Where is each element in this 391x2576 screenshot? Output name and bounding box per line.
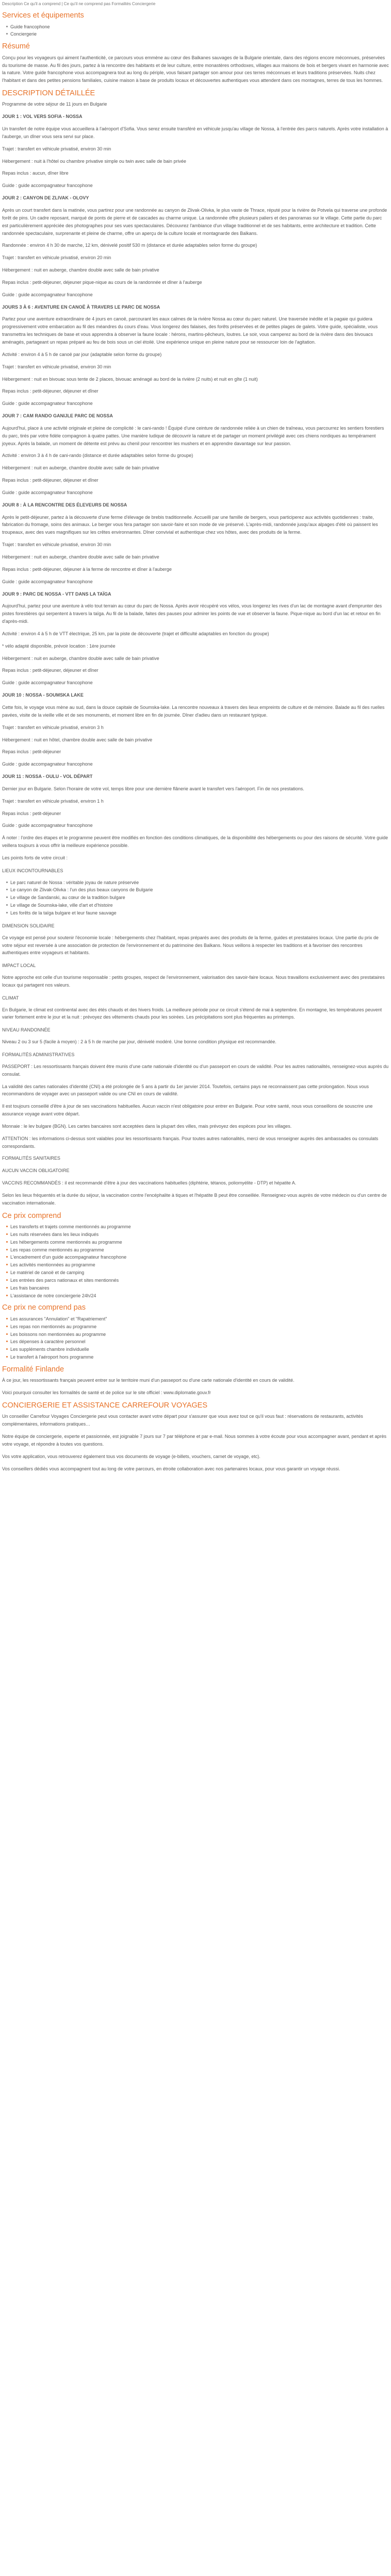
tips-title: LIEUX INCONTOURNABLES (2, 868, 63, 873)
day-detail: Hébergement : nuit en auberge, chambre double avec salle de bain privative (2, 554, 159, 560)
includes-list (6, 1223, 389, 1299)
formalites-auto: La validité des cartes nationales d'identité (CNI) a été prolongée de 5 ans à partir du 1er janvier 2014. Toutefois, certains pays ne reconnaissent pas cette prolongation. Nous vous recommandons de voyager avec un passeport valide ou une CNI en cours de validité. (2, 1083, 369, 1097)
day-description: Après un court transfert dans la matinée, vous partirez pour une randonnée au canyon de Zlivak-Olivka, le plus vaste de Thrace, réputé pour la rivière de Potvela qui traverse une profonde forêt de pins. Un cadre reposant, marqué de ponts de pierre et de cascades au charme unique. La randonnée offre plusieurs paliers et des panoramas sur le village. Cette partie du parc est particulièrement appréciée des photographes pour ses vues spectaculaires. Découvrez l'ambiance d'un village traditionnel et de ses habitants, entre architecture et tradition. Cette randonnée spectaculaire, surprenante et pleine de charme, offre un aperçu de la culture locale et montagnarde des Balkans. (2, 208, 387, 236)
formalites-money: Monnaie : le lev bulgare (BGN). Les cartes bancaires sont acceptées dans la plupart des villes, mais prévoyez des espèces pour les villages. (2, 1123, 292, 1129)
day-block (2, 303, 389, 408)
day-detail: Trajet : transfert en véhicule privatisé, environ 20 min (2, 255, 111, 261)
day-detail: Trajet : transfert en véhicule privatisé, environ 30 min (2, 146, 111, 151)
formalites-health: Il est toujours conseillé d'être à jour de ses vaccinations habituelles. Aucun vaccin n'est obligatoire pour entrer en Bulgarie. Pour votre santé, nous vous conseillons de souscrire une assurance voyage avant votre départ. (2, 1104, 373, 1117)
level-text: Niveau 2 ou 3 sur 5 (facile à moyen) : 2 à 5 h de marche par jour, dénivelé modéré. Une bonne condition physique est recommandée. (2, 1039, 276, 1045)
day-detail: Activité : environ 4 à 5 h de canoë par jour (adaptable selon forme du groupe) (2, 351, 162, 357)
day-detail: Hébergement : nuit en bivouac sous tente de 2 places, bivouac aménagé au bord de la rivière (2 nuits) et nuit en gîte (1 nuit) (2, 376, 258, 382)
day-list (2, 113, 389, 829)
climat-title: CLIMAT (2, 995, 19, 1001)
day-detail: Guide : guide accompagnateur francophone (2, 292, 93, 297)
day-detail: Repas inclus : petit-déjeuner (2, 810, 61, 816)
day-detail: Guide : guide accompagnateur francophone (2, 579, 93, 584)
day-detail: Repas inclus : petit-déjeuner (2, 749, 61, 755)
day-title: JOURS 3 À 6 : AVENTURE EN CANOË À TRAVERS LE PARC DE NOSSA (2, 304, 160, 310)
tip-item: Les forêts de la taïga bulgare et leur faune sauvage (6, 909, 389, 917)
formalites-attention: ATTENTION : les informations ci-dessus sont valables pour les ressortissants français. Pour toutes autres nationalités, merci de vous renseigner auprès des ambassades ou consulats correspondants. (2, 1136, 379, 1149)
day-description: Après le petit-déjeuner, partez à la découverte d'une ferme d'élevage de brebis traditionnelle. Accueilli par une famille de bergers, vous participerez aux activités quotidiennes : traite, fabrication du fromage, soins des animaux. Le berger vous fera partager son savoir-faire et son mode de vie préservé. L'après-midi, randonnée jusqu'aux alpages d'été où paissent les troupeaux, avec des vues magnifiques sur les crêtes environnantes. Dîner convivial et authentique chez vos hôtes, avec des produits de la ferme. (2, 514, 378, 535)
notes-loops: Les points forts de votre circuit : (2, 855, 68, 860)
breadcrumb (2, 0, 389, 7)
day-description: Cette fois, le voyage vous mène au sud, dans la douce capitale de Soumska-lake. La rencontre nouveaux à travers des lieux empreints de culture et de mémoire. Balade au fil des ruelles pavées, visite de la vieille ville et de ses monuments, et moment libre en fin de journée. Dîner d'adieu dans un restaurant typique. (2, 704, 385, 718)
includes-item: Le matériel de canoë et de camping (6, 1269, 389, 1277)
day-block (2, 691, 389, 768)
tip-item: Le canyon de Zlivak-Olivka : l'un des plus beaux canyons de Bulgarie (6, 886, 389, 894)
breadcrumb-links[interactable]: Ce qu'il a comprend | Ce qu'il ne comprend pas Formalités Conciergerie (23, 2, 156, 6)
impact-text: Notre approche est celle d'un tourisme responsable : petits groupes, respect de l'environnement, valorisation des savoir-faire locaux. Nous travaillons exclusivement avec des prestataires locaux qui partagent nos valeurs. (2, 975, 385, 988)
includes-item: Les entrées des parcs nationaux et sites mentionnés (6, 1277, 389, 1284)
formalites-passport: PASSEPORT : Les ressortissants français doivent être munis d'une carte nationale d'identité ou d'un passeport en cours de validité. Pour les autres nationalités, renseignez-vous auprès du consulat. (2, 1063, 389, 1077)
day-title: JOUR 7 : CAM RANDO GANIJLE PARC DE NOSSA (2, 413, 113, 419)
notes-text: À noter : l'ordre des étapes et le programme peuvent être modifiés en fonction des conditions climatiques, de la disponibilité des hébergements ou pour des raisons de sécurité. Votre guide veillera toujours à vous offrir la meilleure expérience possible. (2, 835, 388, 849)
description-title: DESCRIPTION DÉTAILLÉE (2, 89, 95, 98)
day-description: Dernier jour en Bulgarie. Selon l'horaire de votre vol, temps libre pour une dernière flânerie avant le transfert vers l'aéroport. Fin de nos prestations. (2, 786, 304, 791)
day-title: JOUR 9 : PARC DE NOSSA - VTT DANS LA TAÏGA (2, 591, 111, 597)
day-detail: Trajet : transfert en véhicule privatisé, environ 3 h (2, 724, 104, 730)
excludes-item: Les repas non mentionnés au programme (6, 1323, 389, 1331)
day-detail: Repas inclus : aucun, dîner libre (2, 171, 69, 176)
day-detail: Hébergement : nuit en auberge, chambre double avec salle de bain privative (2, 267, 159, 273)
services-title: Services et équipements (2, 11, 84, 20)
concierge-p2: Notre équipe de conciergerie, experte et passionnée, est joignable 7 jours sur 7 par téléphone et par e-mail. Nous sommes à votre écoute pour vous accompagner avant, pendant et après votre voyage, et répondre à toutes vos questions. (2, 1434, 386, 1447)
level-title: NIVEAU RANDONNÉE (2, 1027, 51, 1033)
day-detail: Repas inclus : petit-déjeuner, déjeuner à la ferme de rencontre et dîner à l'auberge (2, 566, 172, 572)
resume-title: Résumé (2, 42, 30, 51)
day-detail: Trajet : transfert en véhicule privatisé, environ 30 min (2, 364, 111, 369)
service-item: Guide francophone (6, 23, 389, 31)
day-detail: Guide : guide accompagnateur francophone (2, 761, 93, 767)
dimension-text: Ce voyage est pensé pour soutenir l'économie locale : hébergements chez l'habitant, repas préparés avec des produits de la ferme, guides et prestataires locaux. Une partie du prix de votre séjour est reversée à une association de protection de l'environnement et du patrimoine des Balkans. Nous veillons à respecter les traditions et à favoriser des rencontres authentiques entre voyageurs et habitants. (2, 935, 379, 956)
day-description: Aujourd'hui, place à une activité originale et pleine de complicité : le cani-rando ! Équipé d'une ceinture de randonnée reliée à un chien de traîneau, vous parcourrez les sentiers forestiers du parc, tirés par votre fidèle compagnon à quatre pattes. Une manière ludique de découvrir la nature et de partager un moment privilégié avec ces chiens nordiques au tempérament joyeux. Après la balade, un moment de détente est prévu au chenil pour rencontrer les mushers et en apprendre davantage sur leur passion. (2, 425, 384, 446)
day-detail: Guide : guide accompagnateur francophone (2, 489, 93, 495)
day-block (2, 773, 389, 829)
day-detail: Randonnée : environ 4 h 30 de marche, 12 km, dénivelé positif 530 m (distance et durée adaptables selon forme du groupe) (2, 243, 257, 248)
day-detail: Trajet : transfert en véhicule privatisé, environ 1 h (2, 798, 104, 804)
day-description: Aujourd'hui, partez pour une aventure à vélo tout terrain au cœur du parc de Nossa. Après avoir récupéré vos vélos, vous longerez les rives d'un lac de montagne avant d'emprunter des pistes forestières qui serpentent à travers la taïga. Au fil de la balade, faites des pauses pour admirer les points de vue et observer la faune. Pique-nique au bord d'un lac et retour en fin d'après-midi. (2, 603, 382, 624)
day-description: Partez pour une aventure extraordinaire de 4 jours en canoë, parcourant les eaux calmes de la rivière Nossa au cœur du parc naturel. Une traversée inédite et la pagaie qui guidera progressivement votre embarcation au fil des méandres du cours d'eau. Vous longerez des falaises, des forêts préservées et de petites plages de galets. Votre guide, spécialiste, vous transmettra les techniques de base et vous apprendra à observer la faune locale : hérons, martins-pêcheurs, loutres. Le soir, vous camperez au bord de la rivière dans des bivouacs aménagés, partageant un repas préparé au feu de bois sous un ciel étoilé. Une expérience unique en pleine nature pour se ressourcer loin de l'agitation. (2, 316, 378, 345)
service-item: Conciergerie (6, 30, 389, 38)
day-detail: Guide : guide accompagnateur francophone (2, 680, 93, 686)
formalite-title: Formalité Finlande (2, 1365, 64, 1374)
includes-item: L'encadrement d'un guide accompagnateur francophone (6, 1253, 389, 1261)
vaccin-title: FORMALITÉS SANITAIRES (2, 1156, 60, 1161)
includes-item: Les repas comme mentionnés au programme (6, 1246, 389, 1254)
day-detail: Hébergement : nuit en hôtel, chambre double avec salle de bain privative (2, 737, 153, 742)
day-block (2, 412, 389, 497)
services-list (6, 23, 389, 39)
formalite-note: Voici pourquoi consulter les formalités de santé et de police sur le site officiel : www.diplomatie.gouv.fr (2, 1390, 211, 1396)
day-detail: Guide : guide accompagnateur francophone (2, 823, 93, 828)
day-title: JOUR 10 : NOSSA - SOUMSKA LAKE (2, 692, 84, 698)
includes-item: Les frais bancaires (6, 1284, 389, 1292)
day-detail: Guide : guide accompagnateur francophone (2, 183, 93, 189)
climat-text: En Bulgarie, le climat est continental avec des étés chauds et des hivers froids. La meilleure période pour ce circuit s'étend de mai à septembre. En montagne, les températures peuvent varier fortement entre le jour et la nuit : prévoyez des vêtements chauds pour les soirées. Les précipitations sont plus fréquentes au printemps. (2, 1007, 382, 1020)
includes-item: Les activités mentionnées au programme (6, 1261, 389, 1269)
description-intro: Programme de votre séjour de 11 jours en Bulgarie (2, 101, 107, 107)
vaccin-text: VACCINS RECOMMANDÉS : il est recommandé d'être à jour des vaccinations habituelles (diphtérie, tétanos, poliomyélite - DTP) et hépatite A. (2, 1180, 297, 1186)
impact-title: IMPACT LOCAL (2, 963, 36, 969)
day-detail: Hébergement : nuit en auberge, chambre double avec salle de bain privative (2, 655, 159, 661)
concierge-p1: Un conseiller Carrefour Voyages Conciergerie peut vous contacter avant votre départ pour s'assurer que vous avez tout ce qu'il vous faut : réservations de restaurants, activités complémentaires, informations pratiques… (2, 1414, 363, 1427)
resume-text: Conçu pour les voyageurs qui aiment l'authenticité, ce parcours vous emmène au cœur des Balkanes sauvages de la Bulgarie orientale, dans des régions encore méconnues, préservées du tourisme de masse. Au fil des jours, partez à la rencontre des habitants et de leur culture, entre monastères orthodoxes, villages aux maisons de bois et bergers vivant en harmonie avec la nature. Votre guide francophone vous accompagnera tout au long du périple, vous faisant partager son amour pour ces terres méconnues et leurs traditions préservées. Nuits chez l'habitant et dans des petites pensions familiales, cuisine maison à base de produits locaux et découvertes authentiques vous attendent dans ces montagnes, terres de tous les hommes. (2, 55, 389, 83)
day-detail: * vélo adapté disponible, prévoir location : 1ère journée (2, 643, 116, 649)
excludes-item: Les dépenses à caractère personnel (6, 1338, 389, 1346)
dimension-title: DIMENSION SOLIDAIRE (2, 923, 55, 928)
day-detail: Trajet : transfert en véhicule privatisé, environ 30 min (2, 542, 111, 548)
day-detail: Hébergement : nuit à l'hôtel ou chambre privative simple ou twin avec salle de bain privée (2, 158, 186, 164)
day-detail: Hébergement : nuit en auberge, chambre double avec salle de bain privative (2, 465, 159, 471)
day-detail: Repas inclus : petit-déjeuner, déjeuner et dîner (2, 478, 99, 483)
day-detail: Repas inclus : petit-déjeuner, déjeuner pique-nique au cours de la randonnée et dîner à l'auberge (2, 279, 202, 285)
excludes-item: Le transfert à l'aéroport hors programme (6, 1353, 389, 1361)
day-title: JOUR 11 : NOSSA - OULU - VOL DÉPART (2, 774, 93, 779)
day-detail: Activité : environ 4 à 5 h de VTT électrique, 25 km, par la piste de découverte (trajet et difficulté adaptables en fonction du groupe) (2, 631, 269, 636)
vaccin-mandatory: AUCUN VACCIN OBLIGATOIRE (2, 1168, 70, 1174)
tip-item: Le village de Sandanski, au cœur de la tradition bulgare (6, 894, 389, 902)
includes-title: Ce prix comprend (2, 1211, 61, 1220)
tip-item: Le parc naturel de Nossa : véritable joyau de nature préservée (6, 879, 389, 887)
day-title: JOUR 1 : VOL VERS SOFIA - NOSSA (2, 114, 83, 120)
includes-item: L'assistance de notre conciergerie 24h/24 (6, 1292, 389, 1300)
day-detail: Repas inclus : petit-déjeuner, déjeuner et dîner (2, 668, 99, 673)
day-block (2, 194, 389, 298)
includes-item: Les transferts et trajets comme mentionnés au programme (6, 1223, 389, 1231)
breadcrumb-description-link[interactable]: Description (2, 2, 23, 6)
excludes-item: Les assurances "Annulation" et "Rapatriement" (6, 1315, 389, 1323)
day-description: Un transfert de notre équipe vous accueillera à l'aéroport d'Sofia. Vous serez ensuite transféré en véhicule jusqu'au village de Nossa, à l'entrée des parcs naturels. Après votre installation à l'auberge, un dîner vous sera servi sur place. (2, 126, 388, 139)
day-detail: Repas inclus : petit-déjeuner, déjeuner et dîner (2, 388, 99, 394)
tip-item: Le village de Soumska-lake, ville d'art et d'histoire (6, 902, 389, 909)
formalites-title: FORMALITÉS ADMINISTRATIVES (2, 1052, 75, 1057)
concierge-p4: Vos conseillers dédiés vous accompagnent tout au long de votre parcours, en étroite collaboration avec nos partenaires locaux, pour vous garantir un voyage réussi. (2, 1466, 340, 1471)
excludes-title: Ce prix ne comprend pas (2, 1303, 86, 1312)
day-detail: Guide : guide accompagnateur francophone (2, 401, 93, 406)
day-title: JOUR 8 : À LA RENCONTRE DES ÉLEVEURS DE NOSSA (2, 502, 127, 507)
tips-list (6, 879, 389, 917)
vaccin-covid: Selon les lieux fréquentés et la durée du séjour, la vaccination contre l'encéphalite à tiques et l'hépatite B peut être conseillée. Renseignez-vous auprès de votre médecin ou d'un centre de vaccination internationale. (2, 1192, 387, 1206)
day-block (2, 590, 389, 687)
excludes-item: Les suppléments chambre individuelle (6, 1346, 389, 1353)
concierge-title: CONCIERGERIE ET ASSISTANCE CARREFOUR VOYAGES (2, 1401, 208, 1410)
excludes-list (6, 1315, 389, 1361)
day-block (2, 501, 389, 586)
includes-item: Les nuits réservées dans les lieux indiqués (6, 1231, 389, 1239)
excludes-item: Les boissons non mentionnées au programme (6, 1331, 389, 1338)
day-block (2, 113, 389, 190)
day-detail: Activité : environ 3 à 4 h de cani-rando (distance et durée adaptables selon forme du groupe) (2, 453, 193, 459)
concierge-p3: Vos votre application, vous retrouverez également tous vos documents de voyage (e-billets, vouchers, carnet de voyage, etc). (2, 1453, 260, 1459)
formalite-text: À ce jour, les ressortissants français peuvent entrer sur le territoire muni d'un passeport ou d'une carte nationale d'identité en cours de validité. (2, 1378, 295, 1383)
includes-item: Les hébergements comme mentionnés au programme (6, 1239, 389, 1246)
day-title: JOUR 2 : CANYON DE ZLIVAK - OLOVY (2, 195, 89, 201)
